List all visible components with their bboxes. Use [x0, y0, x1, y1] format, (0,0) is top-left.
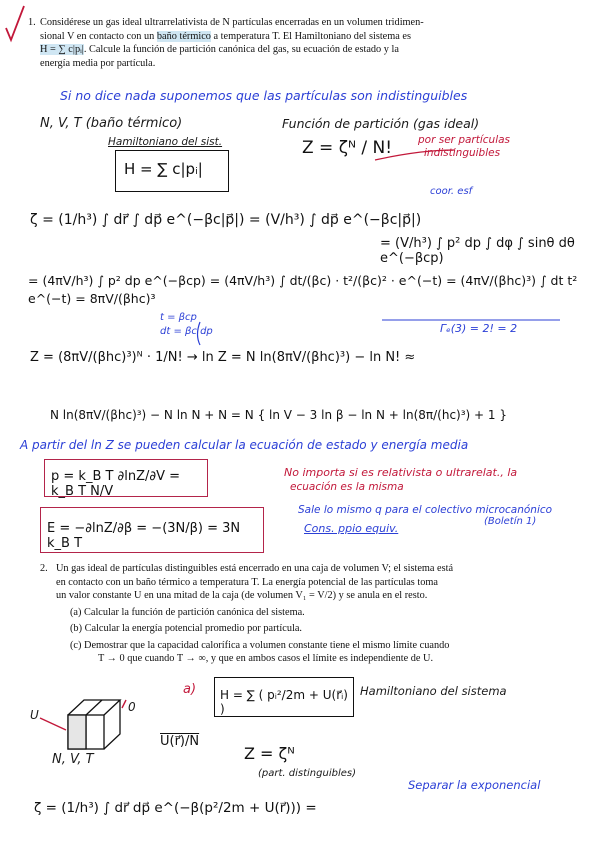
state-equation-box — [44, 459, 208, 497]
cube-drawing — [68, 700, 120, 749]
problem-1-number: 1. — [28, 17, 36, 28]
substitution-1: t = βcp — [160, 312, 197, 323]
Z-equation: Z = ζᴺ / N! — [302, 138, 393, 158]
problem-2-part-c-cont: T → 0 que cuando T → ∞, y que en ambos casos el límite es independiente de U. — [98, 653, 434, 664]
substitution-2: dt = βc dp — [160, 326, 213, 337]
state-equation: p = k_B T ∂lnZ/∂V = k_B T N/V — [51, 469, 181, 499]
energy-equation-box — [40, 507, 264, 553]
problem-2-line: Un gas ideal de partículas distinguibles está encerrado en una caja de volumen V; el sistema está — [56, 563, 454, 574]
problem-2-number: 2. — [40, 563, 48, 574]
problem-1-line: sional V en contacto con un — [40, 30, 157, 42]
lnZ-expansion: N ln(8πV/(βhc)³) − N ln N + N = N { ln V − 3 ln β − ln N + ln(8π/(hc)³) + 1 } — [50, 408, 507, 422]
hamiltonian-2-box — [214, 677, 354, 717]
part-a-label: a) — [183, 682, 197, 697]
distinguishable-note: (part. distinguibles) — [258, 768, 356, 779]
problem-2-line: en contacto con un baño térmico a temperatura T. La energía potencial de las partículas toma — [56, 576, 438, 588]
problem-1-line: a temperatura T. El Hamiltoniano del sistema es — [210, 30, 411, 42]
gamma-function: Γₑ(3) = 2! = 2 — [440, 322, 518, 335]
relativistic-note-2: ecuación es la misma — [290, 481, 404, 493]
problem-1-line: . Calcule la función de partición canónica del gas, su ecuación de estado y la — [83, 44, 399, 55]
zeta-equation-2: = (V/h³) ∫ p² dp ∫ dφ ∫ sinθ dθ e^(−βcp) — [380, 236, 575, 266]
problem-2-part-c: (c) Demostrar que la capacidad calorífica a volumen constante tiene el mismo límite cuando — [70, 639, 450, 651]
highlight-bano-termico: baño térmico — [156, 30, 211, 42]
hamiltonian-2-label: Hamiltoniano del sistema — [360, 684, 507, 698]
arrow-right — [122, 700, 126, 708]
indistinct-note-2: indistinguibles — [424, 147, 501, 159]
microcanonical-note: Sale lo mismo q para el colectivo microcanónico — [298, 504, 553, 516]
from-lnZ-note: A partir del ln Z se pueden calcular la ecuación de estado y energía media — [20, 438, 469, 452]
hamiltonian-2-equation: H = ∑ ( pᵢ²/2m + U(r⃗ᵢ) ) — [220, 688, 348, 716]
problem-1-text — [28, 16, 510, 70]
equipartition-note: Cons. ppio equiv. — [304, 522, 399, 535]
arrow-left — [40, 718, 66, 730]
Z2-equation: Z = ζᴺ — [244, 744, 295, 763]
problem-1-line: Considérese un gas ideal ultrarrelativista de N partículas encerradas en un volumen tridimen- — [40, 17, 424, 28]
separate-exponential-note: Separar la exponencial — [408, 778, 541, 792]
zeta-equation-3: = (4πV/h³) ∫ p² dp e^(−βcp) = (4πV/h³) ∫ dt/(βc) · t²/(βc)² · e^(−t) = (4πV/(βhc)³) ∫ dt t² e^(−t) = 8πV/(βhc)³ — [28, 273, 578, 306]
hamiltonian-box — [115, 150, 229, 192]
zeta-equation-1: ζ = (1/h³) ∫ dr⃗ ∫ dp⃗ e^(−βc|p⃗|) = (V/h³) ∫ dp⃗ e^(−βc|p⃗|) — [30, 212, 422, 228]
spherical-coords-note: coor. esf — [430, 186, 473, 197]
problem-1-line: energía media por partícula. — [40, 57, 156, 69]
problem-2-text — [40, 562, 518, 666]
problem-2-part-a: (a) Calcular la función de partición canónica del sistema. — [70, 606, 305, 618]
nvt-label: N, V, T (baño térmico) — [40, 116, 183, 131]
indistinguishable-note: Si no dice nada suponemos que las partículas son indistinguibles — [60, 88, 468, 103]
partition-function-label: Función de partición (gas ideal) — [282, 116, 480, 131]
zero-label: 0 — [128, 700, 136, 714]
boletin-note: (Boletín 1) — [484, 516, 537, 527]
nvt2-label: N, V, T — [52, 752, 94, 767]
problem-2-line: un valor constante U en una mitad de la caja (de volumen V₁ = V/2) y se anula en el resto. — [56, 590, 428, 601]
hamiltonian-label: Hamiltoniano del sist. — [108, 136, 223, 148]
problem-2-part-b: (b) Calcular la energía potencial promedio por partícula. — [70, 623, 302, 634]
check-mark-icon — [6, 6, 24, 40]
lnZ-equation: Z = (8πV/(βhc)³)ᴺ · 1/N! → ln Z = N ln(8πV/(βhc)³) − ln N! ≈ — [30, 350, 416, 365]
indistinct-note-1: por ser partículas — [418, 134, 511, 146]
zeta-b-equation: ζ = (1/h³) ∫ dr⃗ dp⃗ e^(−β(p²/2m + U(r⃗))) = — [34, 800, 317, 816]
hamiltonian-equation: H = ∑ c|pᵢ| — [124, 160, 203, 178]
relativistic-note-1: No importa si es relativista o ultrarelat., la — [284, 466, 518, 479]
highlight-hamiltonian: H = ∑ c|pᵢ| — [40, 44, 84, 55]
U-label: U — [30, 708, 39, 722]
average-potential: U(r⃗)/N — [160, 734, 200, 749]
energy-equation: E = −∂lnZ/∂β = −(3N/β) = 3N k_B T — [47, 521, 241, 551]
